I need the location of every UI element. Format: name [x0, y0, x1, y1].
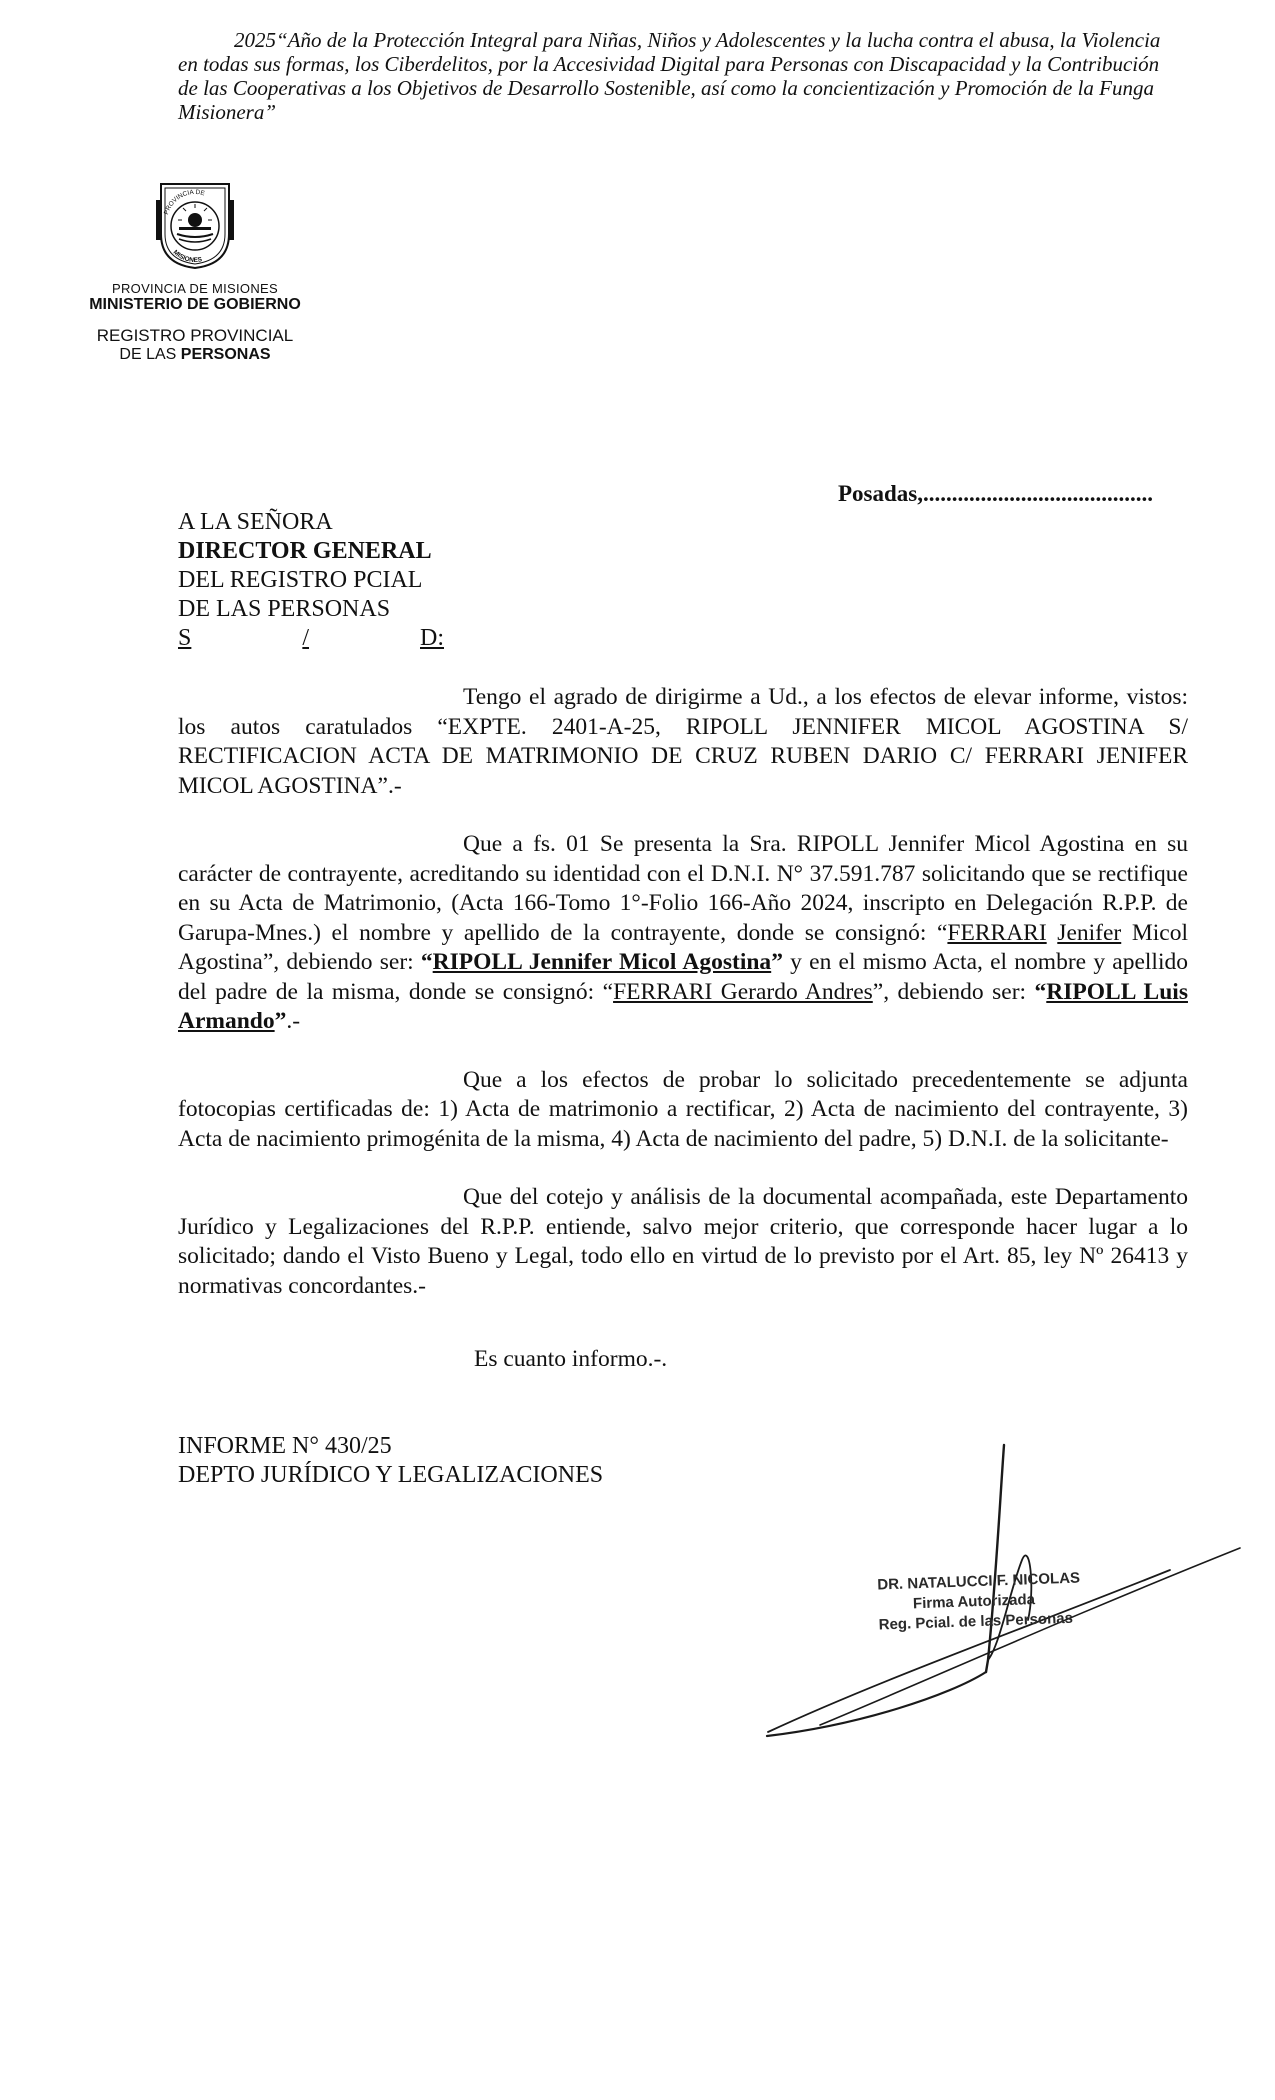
- motto-line-2: en todas sus formas, los Ciberdelitos, por la Accesividad Digital para Personas con Discapacidad y la Contribución: [178, 52, 1160, 76]
- recipient-line-3: DEL REGISTRO PCIAL: [178, 567, 423, 593]
- report-body: [178, 683, 1188, 1330]
- registry-label-line2: DE LAS PERSONAS: [119, 346, 271, 363]
- motto-line-3: de las Cooperativas a los Objetivos de Desarrollo Sostenible, así como la concientización y Promoción de la Funga: [178, 76, 1154, 100]
- letterhead: [70, 180, 320, 364]
- report-department: DEPTO JURÍDICO Y LEGALIZACIONES: [178, 1462, 604, 1488]
- stamp-name: DR. NATALUCCI F. NICOLAS: [877, 1569, 1081, 1594]
- provincial-seal-icon: [155, 180, 235, 270]
- place-date-line: Posadas,........................................: [838, 481, 1153, 506]
- province-label: PROVINCIA DE MISIONES: [112, 281, 278, 296]
- paragraph-conclusion: Que del cotejo y análisis de la documental acompañada, este Departamento Jurídico y Legalizaciones del R.P.P. entiende, salvo mejor criterio, que corresponde hacer lugar a lo solicitado; dando el Visto Bueno y Legal, todo ello en virtud de lo previsto por el Art. 85, ley Nº 26413 y normativas concordantes.-: [178, 1184, 1188, 1299]
- stamp-role: Firma Autorizada: [912, 1591, 1036, 1613]
- report-number: INFORME N° 430/25: [178, 1433, 392, 1459]
- motto-line-4: Misionera”: [178, 100, 277, 124]
- ministry-label: MINISTERIO DE GOBIERNO: [89, 296, 301, 313]
- recipient-title: DIRECTOR GENERAL: [178, 538, 432, 564]
- stamp-office: Reg. Pcial. de las Personas: [878, 1609, 1074, 1634]
- registry-label-line1: REGISTRO PROVINCIAL: [96, 326, 294, 345]
- seal-text-bottom: MISIONES: [171, 248, 203, 265]
- authorized-signature-stamp: [877, 1568, 1082, 1635]
- seal-text-top: PROVINCIA DE: [163, 188, 206, 216]
- paragraph-request: Que a fs. 01 Se presenta la Sra. RIPOLL Jennifer Micol Agostina en su carácter de contrayente, acreditando su identidad con el D.N.I. N° 37.591.787 solicitando que se rectifique en su Acta de Matrimonio, (Acta 166-Tomo 1°-Folio 166-Año 2024, inscripto en Delegación R.P.P. de Garupa-Mnes.) el nombre y apellido de la contrayente, donde se consignó: “FERRARI Jenifer Micol Agostina”, debiendo ser: “RIPOLL Jennifer Micol Agostina” y en el mismo Acta, el nombre y apellido del padre de la misma, donde se consignó: “FERRARI Gerardo Andres”, debiendo ser: “RIPOLL Luis Armando”.-: [178, 831, 1188, 1034]
- closing-line: Es cuanto informo.-.: [474, 1346, 668, 1372]
- report-reference: [178, 1432, 603, 1490]
- motto-line-1: 2025“Año de la Protección Integral para Niñas, Niños y Adolescentes y la lucha contra el abusa, la Violencia: [234, 28, 1161, 52]
- recipient-line-4: DE LAS PERSONAS: [178, 596, 391, 622]
- su-despacho: S / D:: [178, 625, 444, 651]
- recipient-line-1: A LA SEÑORA: [178, 509, 333, 535]
- year-motto: [178, 28, 1178, 124]
- recipient-block: [178, 508, 444, 653]
- paragraph-attachments: Que a los efectos de probar lo solicitado precedentemente se adjunta fotocopias certificadas de: 1) Acta de matrimonio a rectificar, 2) Acta de nacimiento del contrayente, 3) Acta de nacimiento primogénita de la misma, 4) Acta de nacimiento del padre, 5) D.N.I. de la solicitante-: [178, 1066, 1188, 1152]
- paragraph-intro: Tengo el agrado de dirigirme a Ud., a los efectos de elevar informe, vistos: los autos caratulados “EXPTE. 2401-A-25, RIPOLL JENNIFER MICOL AGOSTINA S/ RECTIFICACION ACTA DE MATRIMONIO DE CRUZ RUBEN DARIO C/ FERRARI JENIFER MICOL AGOSTINA”.-: [178, 684, 1188, 799]
